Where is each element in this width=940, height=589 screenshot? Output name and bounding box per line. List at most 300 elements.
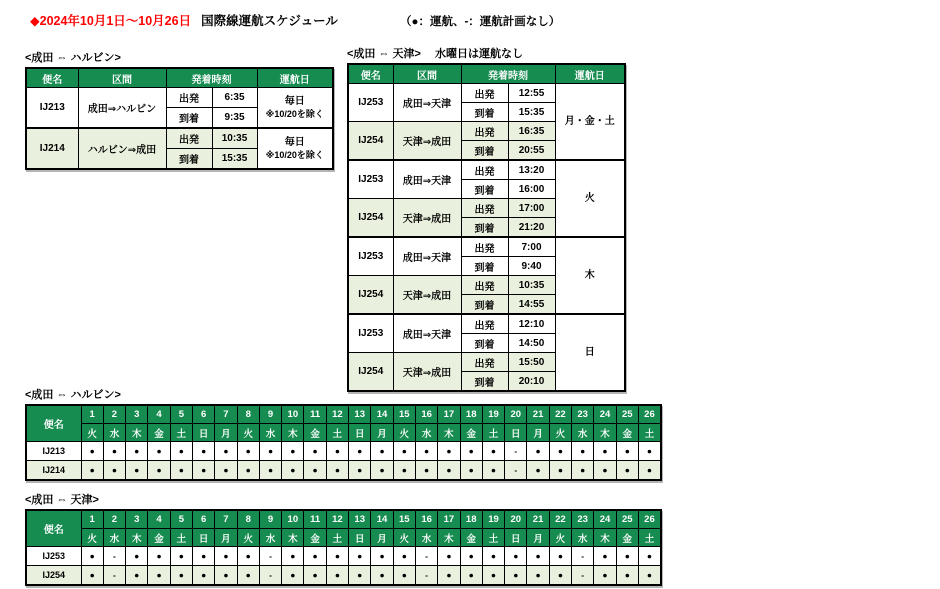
times-col-header: 発着時刻 — [166, 68, 257, 88]
calendar-mark-cell: ● — [460, 566, 482, 586]
calendar-mark-cell: - — [103, 566, 125, 586]
days-col-header: 運航日 — [257, 68, 333, 88]
calendar-mark-cell: - — [259, 566, 281, 586]
flight-col-header: 便名 — [348, 64, 393, 84]
calendar-mark-cell: ● — [415, 442, 437, 461]
operating-days-cell — [555, 160, 625, 237]
calendar-mark-cell: - — [103, 547, 125, 566]
calendar-date-cell: 10 — [282, 405, 304, 424]
calendar-mark-cell: ● — [81, 461, 103, 481]
calendar-date-cell: 16 — [415, 405, 437, 424]
tianjin-schedule-table — [347, 63, 626, 392]
calendar-date-cell: 18 — [460, 405, 482, 424]
calendar-mark-cell: ● — [148, 566, 170, 586]
schedule-row — [348, 314, 625, 334]
schedule-row — [348, 160, 625, 180]
operating-days-line: 火 — [584, 192, 595, 204]
calendar-mark-cell: ● — [282, 566, 304, 586]
calendar-mark-cell: ● — [259, 461, 281, 481]
days-col-header: 運航日 — [555, 64, 625, 84]
calendar-mark-cell: ● — [505, 547, 527, 566]
calendar-date-cell: 26 — [638, 405, 661, 424]
departure-label-cell: 出発 — [461, 237, 508, 257]
page-title-date: ◆2024年10月1日～10月26日 — [30, 14, 192, 28]
calendar-weekday-cell: 金 — [460, 529, 482, 547]
calendar-weekday-cell: 日 — [349, 424, 371, 442]
calendar-mark-cell: ● — [505, 566, 527, 586]
section-col-header: 区間 — [78, 68, 166, 88]
calendar-date-cell: 9 — [259, 405, 281, 424]
calendar-mark-cell: ● — [304, 461, 326, 481]
operating-days-cell — [257, 88, 333, 129]
calendar-mark-cell: ● — [616, 461, 638, 481]
calendar-date-cell: 5 — [170, 405, 192, 424]
calendar-weekday-cell: 金 — [460, 424, 482, 442]
calendar-date-header-row — [26, 405, 661, 424]
calendar-mark-cell: ● — [393, 442, 415, 461]
calendar-weekday-header-row — [26, 529, 661, 547]
flight-number-cell: IJ253 — [348, 84, 393, 122]
calendar-weekday-cell: 月 — [215, 424, 237, 442]
calendar-date-cell: 3 — [126, 405, 148, 424]
flight-number-cell: IJ254 — [348, 199, 393, 238]
calendar-mark-cell: ● — [527, 442, 549, 461]
calendar-mark-cell: ● — [460, 442, 482, 461]
calendar-mark-cell: ● — [438, 461, 460, 481]
route-cell: 成田⇒天津 — [393, 237, 461, 276]
calendar-date-cell: 2 — [103, 405, 125, 424]
calendar-mark-cell: ● — [438, 442, 460, 461]
calendar-mark-cell: ● — [549, 547, 571, 566]
departure-time-cell: 15:50 — [508, 353, 555, 372]
section-col-header: 区間 — [393, 64, 461, 84]
calendar-weekday-cell: 火 — [549, 529, 571, 547]
arrival-time-cell: 9:35 — [212, 108, 257, 129]
flight-number-cell: IJ213 — [26, 88, 78, 129]
arrival-time-cell: 15:35 — [212, 149, 257, 170]
calendar-weekday-cell: 金 — [148, 424, 170, 442]
calendar-weekday-cell: 水 — [259, 424, 281, 442]
calendar-weekday-cell: 水 — [103, 529, 125, 547]
calendar-mark-cell: ● — [215, 566, 237, 586]
calendar-date-cell: 11 — [304, 510, 326, 529]
departure-label-cell: 出発 — [166, 128, 212, 149]
calendar-mark-cell: ● — [527, 547, 549, 566]
calendar-date-cell: 24 — [594, 510, 616, 529]
calendar-date-cell: 10 — [282, 510, 304, 529]
harbin-calendar-block — [25, 389, 662, 481]
harbin-calendar-label-text: <成田 ⇔ ハルビン> — [25, 389, 121, 401]
calendar-date-cell: 8 — [237, 510, 259, 529]
calendar-mark-cell: ● — [103, 461, 125, 481]
calendar-mark-cell: ● — [616, 566, 638, 586]
operating-days-line: ※10/20を除く — [265, 108, 324, 119]
calendar-mark-cell: ● — [326, 442, 348, 461]
calendar-weekday-cell: 木 — [126, 529, 148, 547]
calendar-date-cell: 17 — [438, 510, 460, 529]
calendar-date-cell: 16 — [415, 510, 437, 529]
calendar-weekday-cell: 月 — [527, 424, 549, 442]
calendar-mark-cell: ● — [638, 547, 661, 566]
calendar-flight-cell: IJ213 — [26, 442, 81, 461]
calendar-mark-cell: ● — [349, 547, 371, 566]
calendar-date-header-row — [26, 510, 661, 529]
calendar-weekday-cell: 水 — [415, 529, 437, 547]
arrival-time-cell: 14:50 — [508, 334, 555, 353]
calendar-mark-cell: ● — [282, 547, 304, 566]
operating-days-cell — [555, 237, 625, 314]
route-cell: 成田⇒ハルビン — [78, 88, 166, 129]
calendar-mark-cell: ● — [527, 461, 549, 481]
tianjin-calendar-label — [25, 494, 662, 506]
calendar-weekday-cell: 木 — [438, 529, 460, 547]
harbin-schedule-table — [25, 67, 334, 170]
calendar-date-cell: 22 — [549, 405, 571, 424]
calendar-weekday-cell: 木 — [282, 529, 304, 547]
schedule-row — [348, 237, 625, 257]
calendar-weekday-cell: 火 — [237, 529, 259, 547]
calendar-mark-cell: ● — [192, 547, 214, 566]
flight-number-cell: IJ253 — [348, 314, 393, 353]
calendar-date-cell: 26 — [638, 510, 661, 529]
calendar-mark-cell: ● — [237, 461, 259, 481]
departure-time-cell: 12:10 — [508, 314, 555, 334]
calendar-date-cell: 1 — [81, 405, 103, 424]
calendar-mark-cell: ● — [594, 442, 616, 461]
calendar-date-cell: 22 — [549, 510, 571, 529]
calendar-weekday-cell: 土 — [482, 529, 504, 547]
calendar-weekday-cell: 日 — [505, 529, 527, 547]
calendar-weekday-cell: 土 — [170, 529, 192, 547]
operating-days-line: 毎日 — [284, 136, 305, 148]
calendar-date-cell: 6 — [192, 510, 214, 529]
calendar-mark-cell: ● — [192, 566, 214, 586]
page-title-text: 国際線運航スケジュール — [201, 14, 338, 28]
calendar-date-cell: 19 — [482, 405, 504, 424]
calendar-weekday-header-row — [26, 424, 661, 442]
arrival-time-cell: 15:35 — [508, 103, 555, 122]
calendar-mark-cell: ● — [594, 461, 616, 481]
calendar-weekday-cell: 金 — [616, 529, 638, 547]
departure-label-cell: 出発 — [461, 314, 508, 334]
calendar-date-cell: 12 — [326, 405, 348, 424]
calendar-weekday-cell: 木 — [126, 424, 148, 442]
calendar-mark-cell: ● — [349, 461, 371, 481]
calendar-date-cell: 15 — [393, 405, 415, 424]
calendar-mark-cell: ● — [148, 461, 170, 481]
calendar-flight-cell: IJ214 — [26, 461, 81, 481]
calendar-weekday-cell: 日 — [192, 529, 214, 547]
calendar-mark-cell: ● — [415, 461, 437, 481]
harbin-calendar-table — [25, 404, 662, 481]
operating-days-line: 毎日 — [284, 95, 305, 107]
calendar-date-cell: 20 — [505, 510, 527, 529]
calendar-mark-cell: ● — [349, 442, 371, 461]
calendar-mark-cell: ● — [572, 442, 594, 461]
calendar-mark-cell: ● — [326, 461, 348, 481]
calendar-date-cell: 25 — [616, 510, 638, 529]
calendar-date-cell: 14 — [371, 405, 393, 424]
arrival-label-cell: 到着 — [166, 149, 212, 170]
arrival-time-cell: 14:55 — [508, 295, 555, 315]
calendar-mark-cell: ● — [638, 461, 661, 481]
calendar-mark-cell: ● — [371, 461, 393, 481]
calendar-mark-cell: ● — [371, 442, 393, 461]
calendar-mark-cell: ● — [237, 566, 259, 586]
operating-days-cell — [555, 314, 625, 391]
departure-time-cell: 6:35 — [212, 88, 257, 108]
calendar-weekday-cell: 木 — [594, 529, 616, 547]
calendar-mark-cell: ● — [460, 547, 482, 566]
calendar-weekday-cell: 火 — [237, 424, 259, 442]
calendar-flight-row — [26, 442, 661, 461]
calendar-mark-cell: ● — [126, 547, 148, 566]
departure-time-cell: 7:00 — [508, 237, 555, 257]
calendar-date-cell: 21 — [527, 405, 549, 424]
flight-col-header: 便名 — [26, 68, 78, 88]
calendar-mark-cell: - — [415, 547, 437, 566]
calendar-weekday-cell: 金 — [304, 529, 326, 547]
operating-days-line: 日 — [584, 346, 595, 358]
calendar-mark-cell: ● — [192, 461, 214, 481]
calendar-mark-cell: ● — [549, 461, 571, 481]
arrival-time-cell: 9:40 — [508, 257, 555, 276]
calendar-date-cell: 4 — [148, 510, 170, 529]
calendar-mark-cell: ● — [371, 547, 393, 566]
departure-label-cell: 出発 — [461, 199, 508, 218]
calendar-date-cell: 17 — [438, 405, 460, 424]
calendar-mark-cell: ● — [170, 461, 192, 481]
calendar-weekday-cell: 木 — [594, 424, 616, 442]
calendar-weekday-cell: 火 — [393, 529, 415, 547]
calendar-mark-cell: ● — [638, 442, 661, 461]
calendar-date-cell: 13 — [349, 405, 371, 424]
calendar-weekday-cell: 水 — [572, 529, 594, 547]
arrival-label-cell: 到着 — [461, 218, 508, 238]
calendar-mark-cell: ● — [304, 566, 326, 586]
flight-number-cell: IJ214 — [26, 128, 78, 169]
calendar-mark-cell: ● — [170, 547, 192, 566]
departure-label-cell: 出発 — [461, 84, 508, 103]
calendar-date-cell: 3 — [126, 510, 148, 529]
arrival-label-cell: 到着 — [166, 108, 212, 129]
arrival-label-cell: 到着 — [461, 103, 508, 122]
calendar-mark-cell: ● — [326, 547, 348, 566]
calendar-mark-cell: ● — [282, 442, 304, 461]
departure-time-cell: 17:00 — [508, 199, 555, 218]
calendar-weekday-cell: 水 — [103, 424, 125, 442]
calendar-mark-cell: ● — [482, 461, 504, 481]
arrival-time-cell: 16:00 — [508, 180, 555, 199]
calendar-weekday-cell: 金 — [304, 424, 326, 442]
calendar-weekday-cell: 土 — [326, 529, 348, 547]
calendar-date-cell: 11 — [304, 405, 326, 424]
calendar-flight-cell: IJ253 — [26, 547, 81, 566]
calendar-mark-cell: ● — [259, 442, 281, 461]
departure-time-cell: 10:35 — [508, 276, 555, 295]
tianjin-schedule-label-text: <成田 ⇔ 天津> — [347, 48, 421, 60]
operating-days-line: ※10/20を除く — [265, 149, 324, 160]
harbin-schedule-block — [25, 52, 334, 170]
calendar-mark-cell: ● — [482, 547, 504, 566]
calendar-date-cell: 20 — [505, 405, 527, 424]
calendar-weekday-cell: 日 — [505, 424, 527, 442]
operating-days-cell — [555, 84, 625, 161]
calendar-mark-cell: ● — [549, 442, 571, 461]
calendar-mark-cell: ● — [148, 547, 170, 566]
calendar-date-cell: 19 — [482, 510, 504, 529]
calendar-mark-cell: ● — [215, 547, 237, 566]
calendar-mark-cell: ● — [282, 461, 304, 481]
calendar-weekday-cell: 水 — [259, 529, 281, 547]
schedule-row — [26, 128, 333, 149]
calendar-mark-cell: ● — [81, 547, 103, 566]
operating-days-line: 月・金・土 — [564, 115, 615, 127]
calendar-flight-col-header: 便名 — [26, 510, 81, 547]
arrival-label-cell: 到着 — [461, 372, 508, 392]
calendar-mark-cell: ● — [126, 461, 148, 481]
calendar-date-cell: 6 — [192, 405, 214, 424]
calendar-weekday-cell: 木 — [438, 424, 460, 442]
calendar-flight-row — [26, 547, 661, 566]
calendar-mark-cell: ● — [170, 566, 192, 586]
calendar-mark-cell: ● — [215, 461, 237, 481]
calendar-mark-cell: ● — [103, 442, 125, 461]
departure-time-cell: 13:20 — [508, 160, 555, 180]
calendar-weekday-cell: 月 — [527, 529, 549, 547]
calendar-mark-cell: ● — [460, 461, 482, 481]
calendar-flight-cell: IJ254 — [26, 566, 81, 586]
calendar-date-cell: 5 — [170, 510, 192, 529]
calendar-mark-cell: - — [259, 547, 281, 566]
calendar-date-cell: 21 — [527, 510, 549, 529]
calendar-weekday-cell: 日 — [349, 529, 371, 547]
calendar-weekday-cell: 金 — [616, 424, 638, 442]
calendar-mark-cell: ● — [304, 442, 326, 461]
departure-time-cell: 10:35 — [212, 128, 257, 149]
calendar-mark-cell: ● — [638, 566, 661, 586]
calendar-date-cell: 24 — [594, 405, 616, 424]
calendar-date-cell: 25 — [616, 405, 638, 424]
calendar-weekday-cell: 木 — [282, 424, 304, 442]
calendar-mark-cell: ● — [349, 566, 371, 586]
page-title — [30, 11, 338, 29]
departure-time-cell: 16:35 — [508, 122, 555, 141]
calendar-weekday-cell: 土 — [482, 424, 504, 442]
tianjin-schedule-label — [347, 48, 626, 60]
calendar-flight-row — [26, 566, 661, 586]
calendar-date-cell: 15 — [393, 510, 415, 529]
operating-days-cell — [257, 128, 333, 169]
calendar-date-cell: 7 — [215, 510, 237, 529]
departure-time-cell: 12:55 — [508, 84, 555, 103]
calendar-mark-cell: ● — [192, 442, 214, 461]
calendar-mark-cell: ● — [393, 566, 415, 586]
calendar-flight-row — [26, 461, 661, 481]
calendar-mark-cell: ● — [215, 442, 237, 461]
flight-number-cell: IJ254 — [348, 353, 393, 392]
flight-number-cell: IJ253 — [348, 237, 393, 276]
flight-number-cell: IJ254 — [348, 276, 393, 315]
departure-label-cell: 出発 — [461, 353, 508, 372]
calendar-mark-cell: ● — [594, 547, 616, 566]
calendar-date-cell: 14 — [371, 510, 393, 529]
route-cell: 天津⇒成田 — [393, 122, 461, 161]
calendar-mark-cell: ● — [482, 442, 504, 461]
tianjin-calendar-table — [25, 509, 662, 586]
calendar-mark-cell: ● — [237, 442, 259, 461]
calendar-mark-cell: ● — [326, 566, 348, 586]
calendar-weekday-cell: 火 — [549, 424, 571, 442]
schedule-row — [348, 84, 625, 103]
calendar-mark-cell: - — [415, 566, 437, 586]
calendar-mark-cell: ● — [148, 442, 170, 461]
schedule-header-row — [26, 68, 333, 88]
calendar-flight-col-header: 便名 — [26, 405, 81, 442]
route-cell: 成田⇒天津 — [393, 314, 461, 353]
route-cell: 天津⇒成田 — [393, 199, 461, 238]
departure-label-cell: 出発 — [461, 160, 508, 180]
calendar-weekday-cell: 月 — [215, 529, 237, 547]
calendar-weekday-cell: 月 — [371, 424, 393, 442]
calendar-weekday-cell: 火 — [81, 529, 103, 547]
times-col-header: 発着時刻 — [461, 64, 555, 84]
calendar-mark-cell: ● — [549, 566, 571, 586]
calendar-date-cell: 4 — [148, 405, 170, 424]
tianjin-schedule-note: 水曜日は運航なし — [434, 48, 523, 60]
calendar-mark-cell: ● — [170, 442, 192, 461]
calendar-weekday-cell: 土 — [638, 424, 661, 442]
calendar-weekday-cell: 水 — [572, 424, 594, 442]
calendar-mark-cell: - — [505, 461, 527, 481]
route-cell: 天津⇒成田 — [393, 276, 461, 315]
operating-days-line: 木 — [584, 269, 595, 281]
calendar-mark-cell: ● — [237, 547, 259, 566]
calendar-mark-cell: - — [572, 547, 594, 566]
calendar-mark-cell: ● — [81, 442, 103, 461]
calendar-mark-cell: - — [505, 442, 527, 461]
calendar-mark-cell: ● — [126, 566, 148, 586]
calendar-mark-cell: ● — [616, 442, 638, 461]
calendar-date-cell: 23 — [572, 510, 594, 529]
calendar-date-cell: 12 — [326, 510, 348, 529]
arrival-label-cell: 到着 — [461, 180, 508, 199]
departure-label-cell: 出発 — [461, 122, 508, 141]
arrival-label-cell: 到着 — [461, 141, 508, 161]
calendar-mark-cell: - — [572, 566, 594, 586]
calendar-weekday-cell: 土 — [326, 424, 348, 442]
arrival-time-cell: 21:20 — [508, 218, 555, 238]
tianjin-calendar-block — [25, 494, 662, 586]
route-cell: ハルビン⇒成田 — [78, 128, 166, 169]
calendar-mark-cell: ● — [594, 566, 616, 586]
departure-label-cell: 出発 — [166, 88, 212, 108]
arrival-time-cell: 20:55 — [508, 141, 555, 161]
arrival-label-cell: 到着 — [461, 295, 508, 315]
calendar-weekday-cell: 日 — [192, 424, 214, 442]
arrival-label-cell: 到着 — [461, 257, 508, 276]
arrival-label-cell: 到着 — [461, 334, 508, 353]
calendar-mark-cell: ● — [371, 566, 393, 586]
schedule-header-row — [348, 64, 625, 84]
calendar-date-cell: 7 — [215, 405, 237, 424]
route-cell: 成田⇒天津 — [393, 84, 461, 122]
tianjin-schedule-block — [347, 48, 626, 392]
calendar-mark-cell: ● — [304, 547, 326, 566]
tianjin-calendar-label-text: <成田 ⇔ 天津> — [25, 494, 99, 506]
flight-number-cell: IJ254 — [348, 122, 393, 161]
legend: （●：運航、-：運航計画なし） — [400, 16, 561, 28]
